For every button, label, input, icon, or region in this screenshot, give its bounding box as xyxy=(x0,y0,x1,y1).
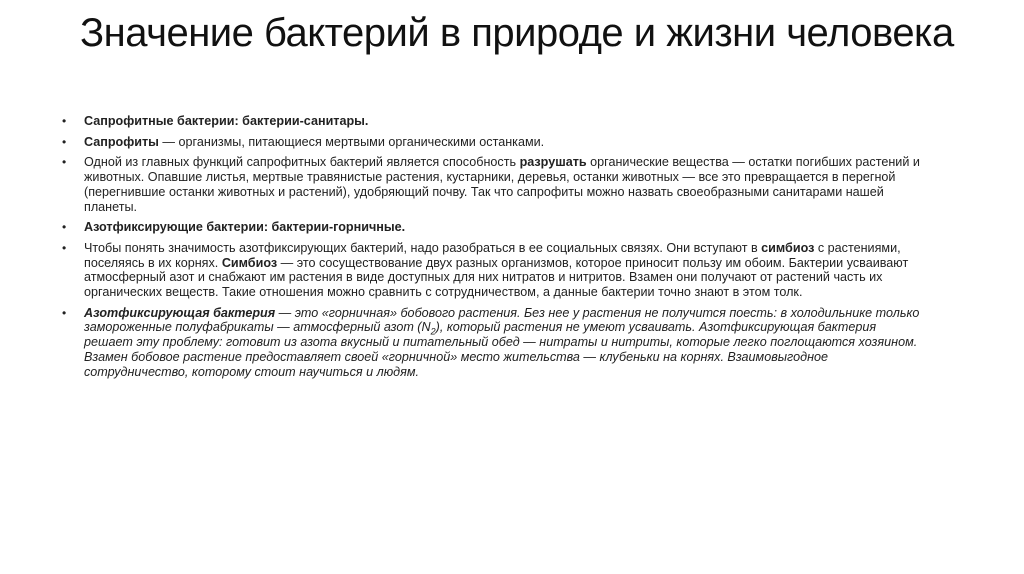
subscript-2: 2 xyxy=(430,326,436,337)
term-symbiosis: Симбиоз xyxy=(221,255,278,270)
term-destroy: разрушать xyxy=(519,155,587,170)
slide-title: Значение бактерий в природе и жизни человека xyxy=(80,11,954,55)
bullet-dot: • xyxy=(62,114,67,128)
bullet-saprophytes-function xyxy=(62,155,924,214)
bullet-dot: • xyxy=(62,305,67,320)
paragraph-text: — это «горничная» бобового растения. Без нее у растения не получится поесть: в холодильнике только замороженные полуфабрикаты — атмосферный азот (N xyxy=(84,305,920,335)
bullet-dot: • xyxy=(62,155,67,170)
paragraph-text: с растениями, поселяясь в их корнях. xyxy=(84,240,901,270)
paragraph-text: — это сосуществование двух разных организмов, которое приносит пользу им обоим. Бактерии усваивают атмосферный азот и снабжают им растения в виде доступных для них нитратов и нитритов. Взамен они получают от растений часть их органических веществ. Такие отношения можно сравнить с сотрудничеством, а данные бактерии точно знают в этом толк. xyxy=(84,255,909,300)
bullet-bold-text: Азотфиксирующие бактерии: бактерии-горничные. xyxy=(84,220,406,235)
definition-text: — организмы, питающиеся мертвыми органическими останками. xyxy=(158,134,545,149)
bullet-dot: • xyxy=(62,240,67,255)
bullet-maid-bacteria xyxy=(62,306,924,380)
term-symbiosis: симбиоз xyxy=(761,240,815,255)
paragraph-text: Чтобы понять значимость азотфиксирующих бактерий, надо разобраться в ее социальных связях. Они вступают в xyxy=(84,240,762,255)
paragraph-text: ), который растения не умеют усваивать. Азотфиксирующая бактерия решает эту проблему: готовит из азота вкусный и питательный обед — нитраты и нитриты, которые легко поглощаются хозяином. Взамен бобовое растение предоставляет своей «горничной» место жительства — клубеньки на корнях. Взаимовыгодное сотрудничество, которому стоит научиться и людям. xyxy=(84,320,918,379)
paragraph-text: Одной из главных функций сапрофитных бактерий является способность xyxy=(84,155,520,170)
paragraph-text: органические вещества — остатки погибших растений и животных. Опавшие листья, мертвые травянистые растения, кустарники, деревья, останки животных — все это превращается в перегной (перегнившие останки животных и растений), удобряющий почву. Так что сапрофиты можно назвать своеобразными санитарами нашей планеты. xyxy=(84,155,920,214)
bullet-bold-text: Сапрофитные бактерии: бактерии-санитары. xyxy=(84,114,369,128)
bullet-dot: • xyxy=(62,134,67,149)
bullet-nitrogen-fixing-heading xyxy=(62,220,924,235)
bullet-saprophytes-definition xyxy=(62,135,924,150)
term-nitrogen-fixing-bacterium: Азотфиксирующая бактерия xyxy=(84,305,276,320)
bullet-dot: • xyxy=(62,220,67,235)
slide-content xyxy=(62,114,924,385)
bullet-symbiosis xyxy=(62,241,924,300)
term-saprophytes: Сапрофиты xyxy=(84,134,159,149)
bullet-saprophytic-heading xyxy=(62,114,924,129)
